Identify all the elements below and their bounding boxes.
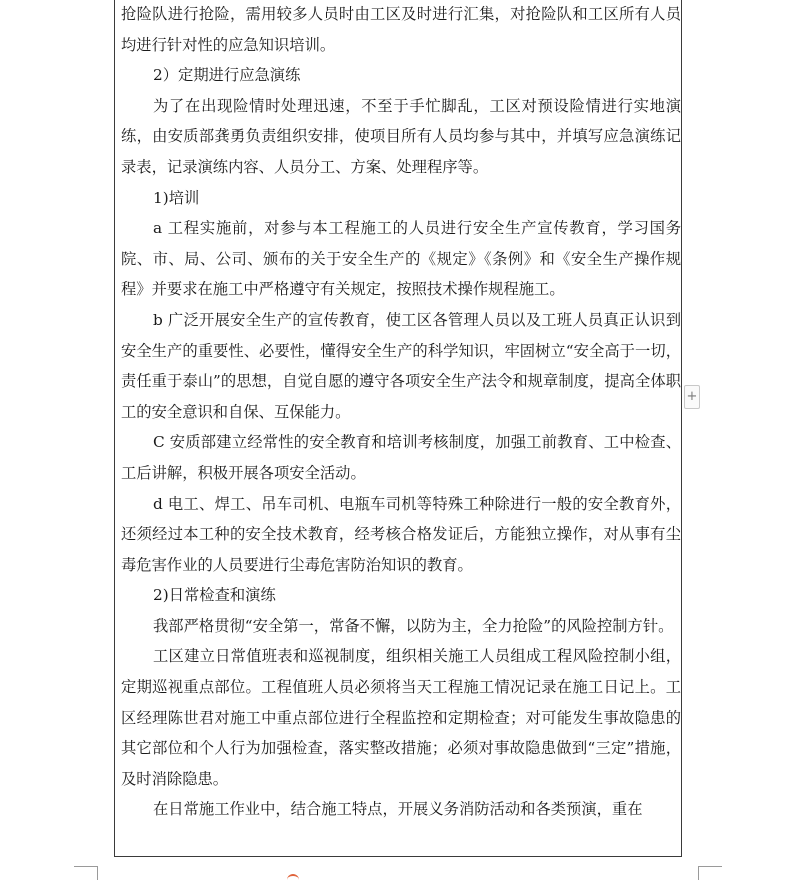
page-corner-mark-right [698, 866, 722, 880]
paragraph-rescue-team: 抢险队进行抢险，需用较多人员时由工区及时进行汇集，对抢险队和工区所有人员均进行针对性的应急知识培训。 [121, 5, 681, 54]
paragraph-training-c: C 安质部建立经常性的安全教育和培训考核制度，加强工前教育、工中检查、工后讲解，积极开展各项安全活动。 [121, 433, 681, 482]
paragraph-training-b: b 广泛开展安全生产的宣传教育，使工区各管理人员以及工班人员真正认识到安全生产的重要性、必要性，懂得安全生产的科学知识，牢固树立“安全高于一切，责任重于泰山”的思想，自觉自愿的遵守各项安全生产法令和规章制度，提高全体职工的安全意识和自保、互保能力。 [121, 310, 681, 421]
add-row-button[interactable]: + [684, 385, 700, 409]
heading-regular-drills: 2）定期进行应急演练 [153, 66, 301, 85]
cursor-mark [287, 874, 299, 880]
paragraph-daily-work: 在日常施工作业中，结合施工特点，开展义务消防活动和各类预演，重在 [153, 800, 643, 819]
document-text-frame [114, 0, 682, 857]
heading-daily-inspection: 2)日常检查和演练 [153, 586, 276, 605]
paragraph-safety-policy: 我部严格贯彻“安全第一，常备不懈，以防为主，全力抢险”的风险控制方针。 [153, 616, 674, 635]
document-body [121, 0, 681, 825]
page-corner-mark-left [74, 866, 98, 880]
paragraph-training-d: d 电工、焊工、吊车司机、电瓶车司机等特殊工种除进行一般的安全教育外，还须经过本工种的安全技术教育，经考核合格发证后，方能独立操作，对从事有尘毒危害作业的人员要进行尘毒危害防治知识的教育。 [121, 494, 681, 574]
paragraph-duty-system: 工区建立日常值班表和巡视制度，组织相关施工人员组成工程风险控制小组，定期巡视重点部位。工程值班人员必须将当天工程施工情况记录在施工日记上。工区经理陈世君对施工中重点部位进行全程监控和定期检查；对可能发生事故隐患的其它部位和个人行为加强检查，落实整改措施；必须对事故隐患做到“三定”措施，及时消除隐患。 [121, 647, 681, 788]
paragraph-training-a: a 工程实施前，对参与本工程施工的人员进行安全生产宣传教育，学习国务院、市、局、公司、颁布的关于安全生产的《规定》《条例》和《安全生产操作规程》并要求在施工中严格遵守有关规定，按照技术操作规程施工。 [121, 219, 681, 299]
heading-training: 1)培训 [153, 188, 200, 207]
paragraph-drill-organization: 为了在出现险情时处理迅速，不至于手忙脚乱，工区对预设险情进行实地演练，由安质部龚勇负责组织安排，使项目所有人员均参与其中，并填写应急演练记录表，记录演练内容、人员分工、方案、处理程序等。 [121, 96, 681, 176]
